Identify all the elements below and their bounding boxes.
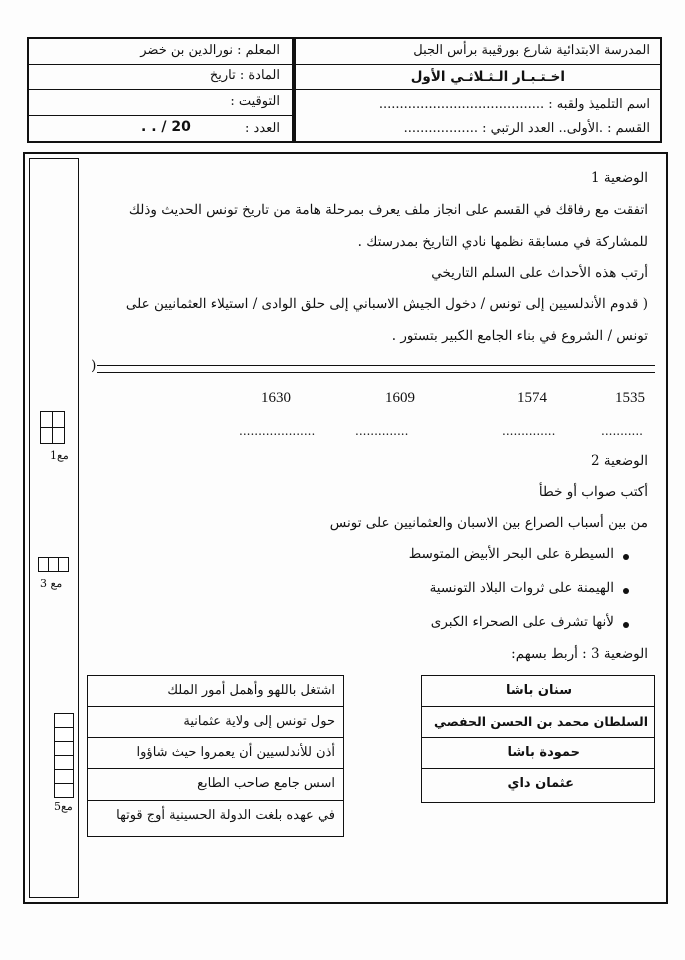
score-label-1: مع1 — [50, 449, 69, 462]
score-box — [54, 755, 74, 770]
score-box — [54, 741, 74, 756]
names-table — [421, 675, 655, 803]
name-item: سنان باشا — [505, 683, 572, 698]
exam-body — [23, 152, 668, 904]
grade-label: العدد : — [245, 121, 280, 136]
fact-item: أذن للأندلسيين أن يعمروا حيث شاؤوا — [136, 745, 335, 760]
situation1-events-2: تونس / الشروع في بناء الجامع الكبير بتستور . — [391, 328, 648, 344]
fact-item: اشتغل باللهو وأهمل أمور الملك — [167, 683, 335, 698]
true-false-item: الهيمنة على ثروات البلاد التونسية — [429, 580, 614, 596]
timeline-answer-blank[interactable]: .............. — [355, 424, 409, 438]
timing-field: التوقيت : — [230, 94, 280, 109]
timeline-axis — [97, 365, 655, 373]
score-box — [54, 783, 74, 798]
grade-value: . . / 20 — [141, 119, 191, 135]
situation2-title: الوضعية 2 — [590, 453, 648, 469]
timeline-answer-blank[interactable]: .............. — [502, 424, 556, 438]
header-line — [29, 89, 292, 90]
situation1-title: الوضعية 1 — [590, 170, 648, 186]
situation3-title: الوضعية 3 : أربط بسهم: — [511, 646, 648, 662]
score-box — [52, 427, 65, 444]
score-label-2: مع 3 — [40, 577, 63, 590]
timeline-arrow-icon: ) — [91, 358, 97, 374]
fact-item: حول تونس إلى ولاية عثمانية — [183, 714, 335, 729]
fact-item: اسس جامع صاحب الطابع — [197, 776, 335, 791]
timeline-answer-blank[interactable]: .................... — [239, 424, 316, 438]
header-line — [29, 64, 292, 65]
facts-table — [87, 675, 344, 837]
situation1-line2: للمشاركة في مسابقة نظمها نادي التاريخ بمدرستك . — [357, 234, 648, 250]
name-item: حمودة باشا — [507, 745, 580, 760]
score-column — [29, 158, 79, 898]
header-line — [29, 115, 292, 116]
name-item: السلطان محمد بن الحسن الحفصي — [434, 714, 648, 729]
exam-header — [27, 37, 662, 143]
row-divider — [88, 706, 343, 707]
row-divider — [88, 737, 343, 738]
row-divider — [422, 768, 654, 769]
header-line — [296, 64, 660, 65]
subject: المادة : تاريخ — [209, 68, 280, 83]
row-divider — [422, 706, 654, 707]
true-false-item: السيطرة على البحر الأبيض المتوسط — [408, 546, 614, 562]
bullet-icon — [623, 554, 629, 560]
score-label-3: مع5 — [54, 800, 73, 813]
score-box — [54, 713, 74, 728]
timeline-year: 1535 — [615, 390, 645, 406]
timeline-answer-blank[interactable]: ........... — [601, 424, 643, 438]
header-line — [296, 89, 660, 90]
school-name: المدرسة الابتدائية شارع بورقيبة برأس الجبل — [413, 43, 650, 58]
true-false-item: لأنها تشرف على الصحراء الكبرى — [430, 614, 614, 630]
class-info-field: القسم : .الأولى.. العدد الرتبي : .................. — [403, 121, 650, 136]
student-name-field: اسم التلميذ ولقبه : ........................................ — [378, 97, 650, 112]
situation2-question: من بين أسباب الصراع بين الاسبان والعثمانيين على تونس — [329, 515, 648, 531]
bullet-icon — [623, 588, 629, 594]
score-box — [54, 769, 74, 784]
row-divider — [88, 768, 343, 769]
row-divider — [422, 737, 654, 738]
score-box — [54, 727, 74, 742]
situation2-instruction: أكتب صواب أو خطأ — [538, 484, 648, 500]
timeline-year: 1609 — [385, 390, 415, 406]
teacher-name: المعلم : نورالدين بن خضر — [140, 43, 280, 58]
row-divider — [88, 800, 343, 801]
header-divider — [292, 39, 296, 141]
timeline-year: 1630 — [261, 390, 291, 406]
bullet-icon — [623, 622, 629, 628]
exam-title: اخـتـبـار الـثـلاثـي الأول — [410, 69, 565, 85]
situation1-events-1: ( قدوم الأندلسيين إلى تونس / دخول الجيش الاسباني إلى حلق الوادى / استيلاء العثمانيين على — [125, 296, 648, 312]
situation1-instruction: أرتب هذه الأحداث على السلم التاريخي — [431, 265, 648, 281]
score-box — [58, 557, 69, 572]
name-item: عثمان داي — [507, 776, 574, 791]
situation1-line1: اتفقت مع رفاقك في القسم على انجاز ملف يعرف بمرحلة هامة من تاريخ تونس الحديث وذلك — [128, 202, 648, 218]
timeline-year: 1574 — [517, 390, 547, 406]
fact-item: في عهده بلغت الدولة الحسينية أوج قوتها — [116, 808, 335, 823]
score-box — [52, 411, 65, 428]
